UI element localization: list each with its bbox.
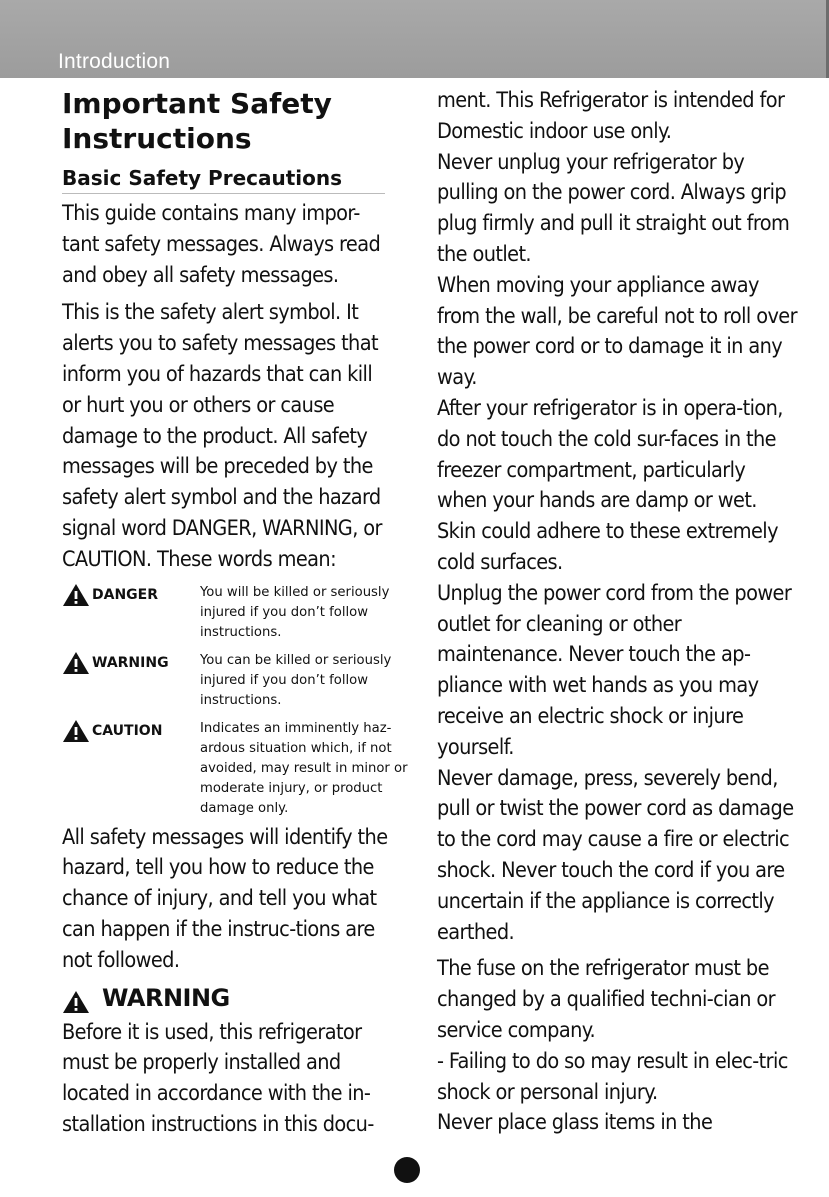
page-title: [62, 86, 392, 156]
left-column: [62, 86, 408, 1148]
page-marker: [394, 1157, 420, 1183]
signal-word-danger: DANGER: [92, 586, 159, 603]
identify-paragraph: All safety messages will identify the hazard, tell you how to reduce the chance of injury, and tell you what can happen if the instruc-tions are not followed.: [62, 824, 388, 973]
intro-paragraph: This guide contains many impor-tant safety messages. Always read and obey all safety messages.: [62, 201, 381, 288]
title-line-2: Instructions: [62, 122, 252, 155]
warning-triangle-icon: [62, 719, 90, 743]
section-subtitle: Basic Safety Precautions: [62, 166, 372, 194]
signal-danger: [62, 583, 392, 643]
signal-caution: [62, 719, 408, 823]
warning-heading-word: WARNING: [102, 983, 230, 1012]
signal-word-warning: WARNING: [92, 654, 169, 671]
moving-paragraph: When moving your appliance away from the wall, be careful not to roll over the power cord or to damage it in any way.: [437, 272, 797, 391]
right-column: [437, 86, 797, 1139]
section-label: Introduction: [58, 50, 171, 73]
unplug-paragraph: Never unplug your refrigerator by pulling on the power cord. Always grip plug firmly and pull it straight out from the outlet.: [437, 149, 790, 267]
signal-desc-danger: You will be killed or seriously injured if you don’t follow instructions.: [200, 584, 390, 640]
glass-items-paragraph: Never place glass items in the: [437, 1110, 713, 1136]
title-line-1: Important Safety: [62, 87, 332, 120]
fuse-paragraph: The fuse on the refrigerator must be changed by a qualified techni-cian or service company.: [437, 956, 775, 1043]
installation-paragraph: Before it is used, this refrigerator must be properly installed and located in accordance with the in-stallation instructions in this docu-: [62, 1019, 374, 1137]
warning-triangle-icon: [62, 583, 90, 607]
warning-triangle-icon: [62, 990, 90, 1014]
page-header: [0, 0, 829, 78]
signal-desc-caution: Indicates an imminently haz-ardous situation which, if not avoided, may result in minor or moderate injury, or product damage only.: [200, 720, 408, 816]
alert-symbol-paragraph: This is the safety alert symbol. It alerts you to safety messages that inform you of hazards that can kill or hurt you or others or cause damage to the product. All safety messages will be preceded by the safety alert symbol and the hazard signal word DANGER, WARNING, or CAUTION. These words mean:: [62, 300, 382, 572]
signal-desc-warning: You can be killed or seriously injured if you don’t follow instructions.: [200, 652, 392, 708]
cleaning-paragraph: Unplug the power cord from the power outlet for cleaning or other maintenance. Never touch the ap-pliance with wet hands as you may receive an electric shock or injure yourself.: [437, 580, 792, 760]
failing-paragraph: - Failing to do so may result in elec-tric shock or personal injury.: [437, 1048, 788, 1105]
warning-triangle-icon: [62, 651, 90, 675]
power-cord-paragraph: Never damage, press, severely bend, pull or twist the power cord as damage to the cord may cause a fire or electric shock. Never touch the cord if you are uncertain if the appliance is correctly earthed.: [437, 765, 794, 945]
cold-surfaces-paragraph: After your refrigerator is in opera-tion, do not touch the cold sur-faces in the freezer compartment, particularly when your hands are damp or wet. Skin could adhere to these extremely cold surfaces.: [437, 395, 783, 575]
signal-warning: [62, 651, 392, 711]
domestic-use-paragraph: ment. This Refrigerator is intended for Domestic indoor use only.: [437, 88, 785, 144]
signal-word-caution: CAUTION: [92, 722, 163, 739]
warning-heading: [62, 984, 392, 1018]
